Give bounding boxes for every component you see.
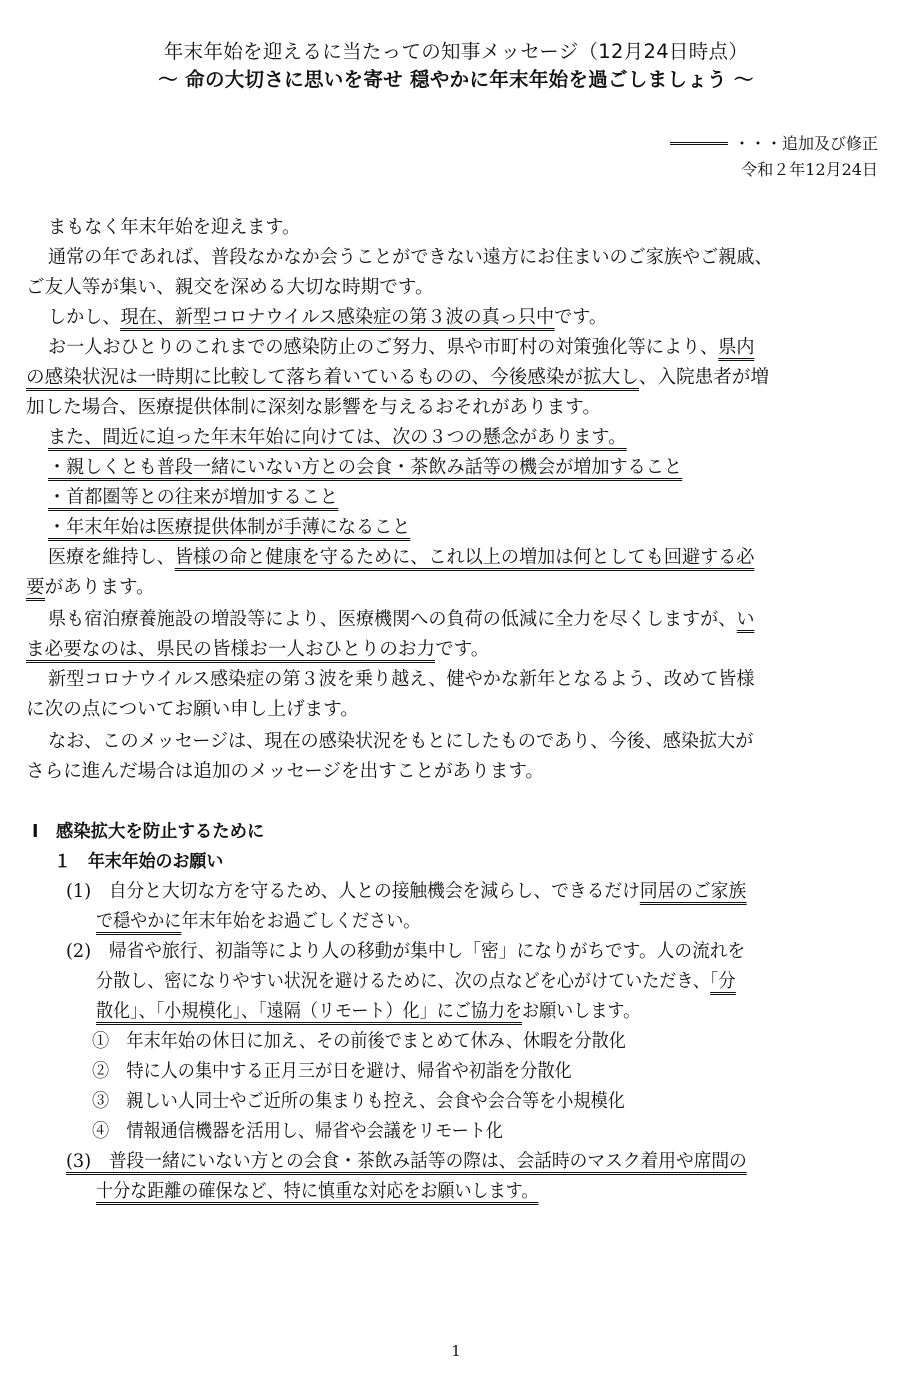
request-item: (2) 帰省や旅行、初詣等により人の移動が集中し「密」になりがちです。人の流れを (66, 941, 746, 962)
concern-item: ・首都圏等との往来が増加すること (48, 484, 880, 512)
revision-legend (670, 131, 878, 154)
request-item: 散化」、「小規模化」、「遠隔（リモート）化」にご協力をお願いします。 (96, 998, 880, 1026)
concern-item: ・年末年始は医療提供体制が手薄になること (48, 514, 880, 542)
paragraph: まもなく年末年始を迎えます。 (48, 217, 301, 238)
request-item: (1) 自分と大切な方を守るため、人との接触機会を減らし、できるだけ同居のご家族 (66, 878, 880, 906)
paragraph: 県も宿泊療養施設の増設等により、医療機関への負荷の低減に全力を尽くしますが、い (48, 606, 880, 634)
request-item: 分散し、密になりやすい状況を避けるために、次の点などを心がけていただき、「分 (96, 968, 880, 996)
paragraph: 要があります。 (26, 574, 880, 602)
paragraph: ま必要なのは、県民の皆様お一人おひとりのお力です。 (26, 636, 880, 664)
page-number: 1 (451, 1342, 461, 1360)
paragraph: の感染状況は一時期に比較して落ち着いているものの、今後感染が拡大し、入院患者が増 (26, 364, 880, 392)
paragraph: しかし、現在、新型コロナウイルス感染症の第３波の真っ只中です。 (48, 304, 880, 332)
sub-item: ② 特に人の集中する正月三が日を避け、帰省や初詣を分散化 (92, 1061, 572, 1082)
section-heading: Ⅰ 感染拡大を防止するために (32, 822, 265, 842)
sub-item: ① 年末年始の休日に加え、その前後でまとめて休み、休暇を分散化 (92, 1031, 626, 1052)
paragraph: お一人おひとりのこれまでの感染防止のご努力、県や市町村の対策強化等により、県内 (48, 334, 880, 362)
page-subtitle: ～ 命の大切さに思いを寄せ 穏やかに年末年始を過ごしましょう ～ (158, 68, 754, 91)
sub-item: ④ 情報通信機器を活用し、帰省や会議をリモート化 (92, 1121, 504, 1142)
page-title: 年末年始を迎えるに当たっての知事メッセージ（12月24日時点） (163, 40, 749, 63)
request-item: で穏やかに年末年始をお過ごしください。 (96, 908, 880, 936)
paragraph: また、間近に迫った年末年始に向けては、次の３つの懸念があります。 (48, 424, 880, 452)
subsection-heading: １ 年末年始のお願い (54, 852, 224, 872)
request-item: 十分な距離の確保など、特に慎重な対応をお願いします。 (96, 1178, 880, 1206)
request-item: (3) 普段一緒にいない方との会食・茶飲み話等の際は、会話時のマスク着用や席間の (66, 1148, 880, 1176)
paragraph: に次の点についてお願い申し上げます。 (26, 699, 359, 720)
paragraph: なお、このメッセージは、現在の感染状況をもとにしたものであり、今後、感染拡大が (48, 731, 754, 752)
concern-item: ・親しくとも普段一緒にいない方との会食・茶飲み話等の機会が増加すること (48, 454, 880, 482)
paragraph: 医療を維持し、皆様の命と健康を守るために、これ以上の増加は何としても回避する必 (48, 544, 880, 572)
sub-item: ③ 親しい人同士やご近所の集まりも控え、会食や会合等を小規模化 (92, 1091, 625, 1112)
paragraph: ご友人等が集い、親交を深める大切な時期です。 (26, 277, 434, 298)
legend-text: ・・・追加及び修正 (733, 134, 878, 153)
paragraph: 通常の年であれば、普段なかなか会うことができない遠方にお住まいのご家族やご親戚、 (48, 247, 773, 268)
underline-sample (670, 132, 728, 145)
document-date: 令和２年12月24日 (741, 160, 878, 179)
paragraph: さらに進んだ場合は追加のメッセージを出すことがあります。 (26, 761, 545, 782)
paragraph: 加した場合、医療提供体制に深刻な影響を与えるおそれがあります。 (26, 397, 601, 418)
paragraph: 新型コロナウイルス感染症の第３波を乗り越え、健やかな新年となるよう、改めて皆様 (48, 669, 755, 690)
